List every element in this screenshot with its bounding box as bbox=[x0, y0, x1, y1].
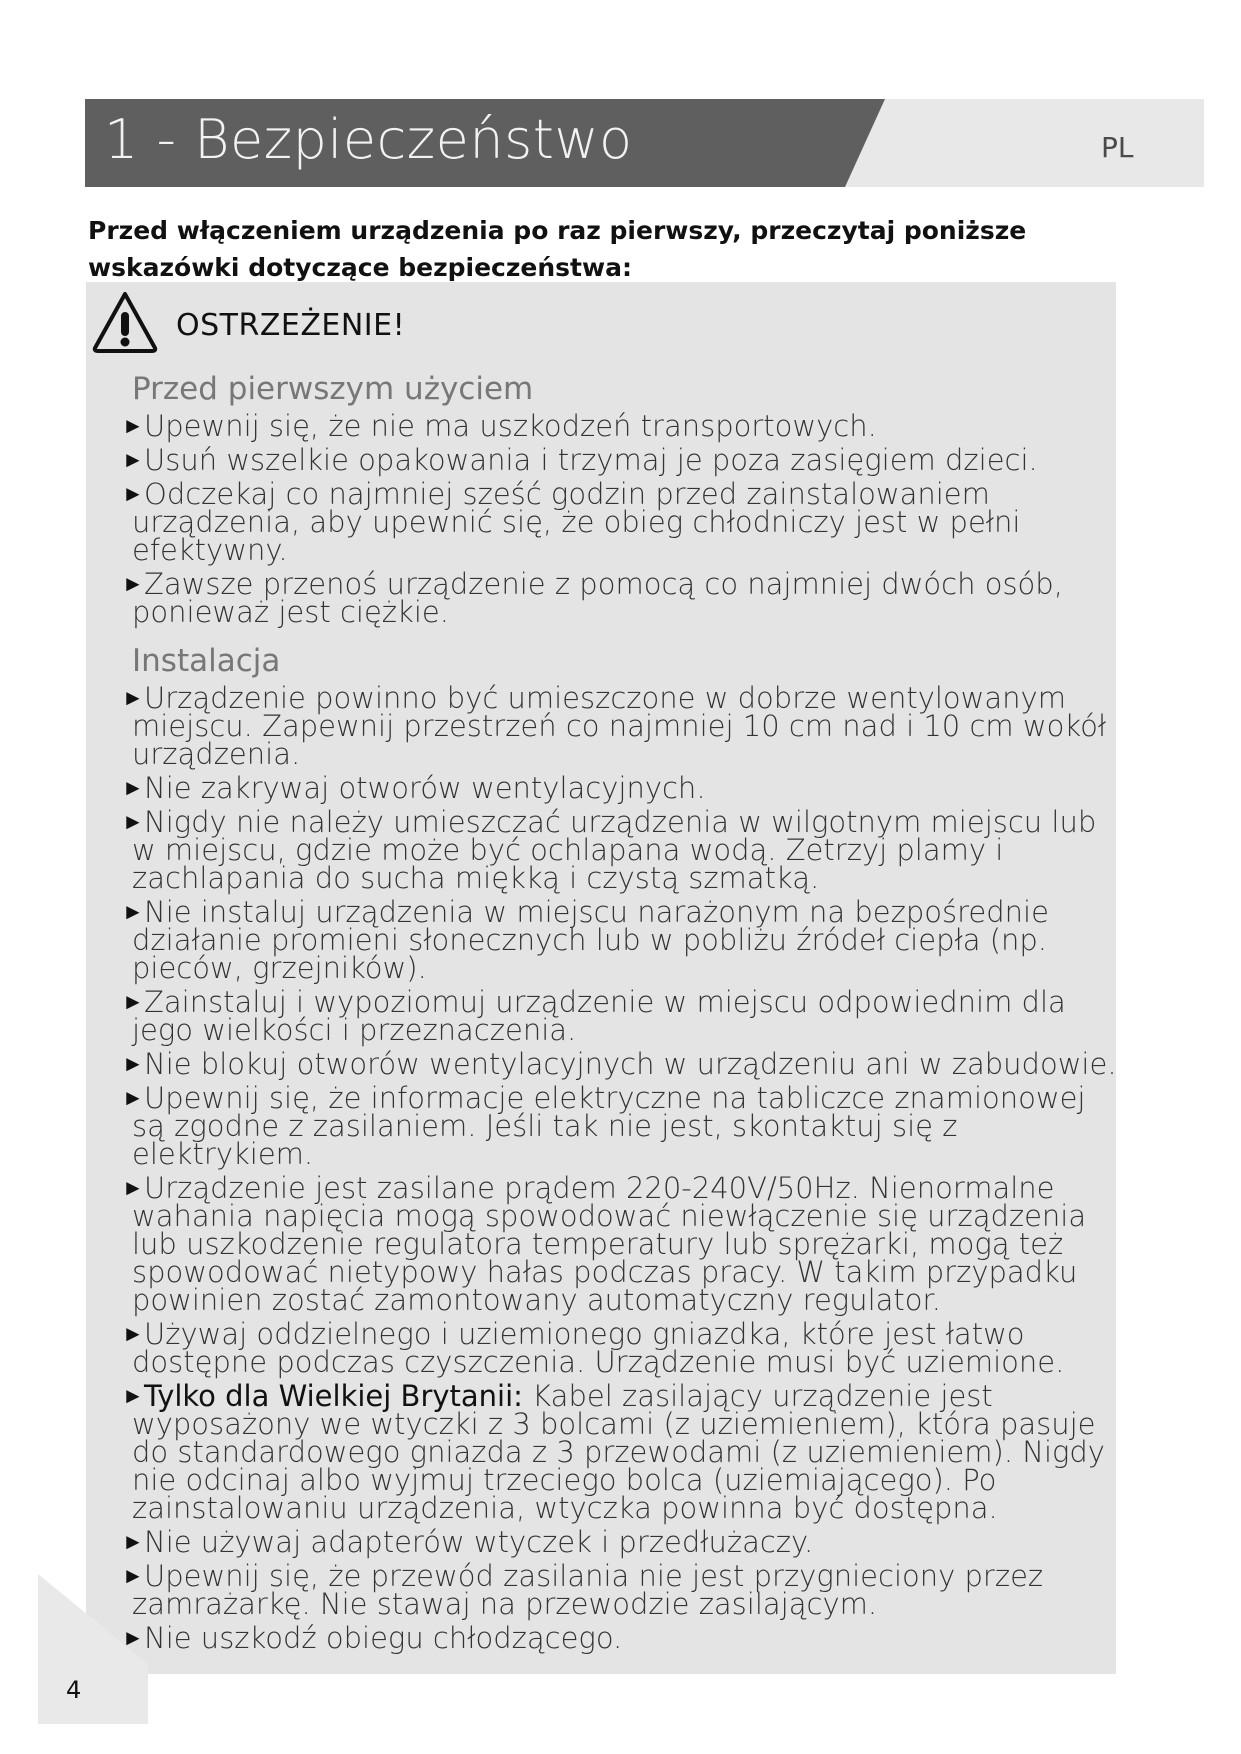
list-item: ► Używaj oddzielnego i uziemionego gniazdka, które jest łatwo dostępne podczas czyszczenia. Urządzenie musi być uziemione. bbox=[122, 1317, 1065, 1379]
safety-content bbox=[122, 370, 1117, 1658]
list-item: ► Urządzenie jest zasilane prądem 220-240V/50Hz. Nienormalne wahania napięcia mogą spowodować niewłączenie się urządzenia lub uszkodzenie regulatora temperatury lub sprężarki, mogą też spowodować nietypowy hałas podczas pracy. W takim przypadku powinien zostać zamontowany automatyczny regulator. bbox=[122, 1171, 1087, 1317]
list-item: ► Upewnij się, że informacje elektryczne na tabliczce znamionowej są zgodne z zasilaniem. Jeśli tak nie jest, skontaktuj się z elektrykiem. bbox=[122, 1081, 1086, 1171]
warning-triangle-icon bbox=[91, 290, 159, 354]
list-item: ► Zainstaluj i wypoziomuj urządzenie w miejscu odpowiednim dla jego wielkości i przeznaczenia. bbox=[122, 985, 1066, 1047]
list-item: ► Nigdy nie należy umieszczać urządzenia w wilgotnym miejscu lub w miejscu, gdzie może być ochlapana wodą. Zetrzyj plamy i zachlapania do sucha miękką i czystą szmatką. bbox=[122, 805, 1097, 895]
list-item: ► Urządzenie powinno być umieszczone w dobrze wentylowanym miejscu. Zapewnij przestrzeń co najmniej 10 cm nad i 10 cm wokół urządzenia. bbox=[122, 681, 1107, 771]
bullet-arrow-icon: ► bbox=[122, 1052, 144, 1077]
uk-only-text: Kabel zasilający urządzenie jest wyposażony we wtyczki z 3 bolcami (z uziemieniem), która pasuje do standardowego gniazda z 3 przewodami (z uziemieniem). Nigdy nie odcinaj albo wyjmuj trzeciego bolca (uziemiającego). Po zainstalowaniu urządzenia, wtyczka powinna być dostępna. bbox=[132, 1379, 1105, 1525]
bullet-arrow-icon: ► bbox=[122, 482, 144, 507]
bullet-arrow-icon: ► bbox=[122, 1384, 144, 1409]
bullet-arrow-icon: ► bbox=[122, 572, 144, 597]
section-title: Instalacja bbox=[132, 643, 281, 679]
list-item: ► Nie blokuj otworów wentylacyjnych w urządzeniu ani w zabudowie. bbox=[122, 1047, 1117, 1081]
bullet-arrow-icon: ► bbox=[122, 776, 144, 801]
bullet-arrow-icon: ► bbox=[122, 990, 144, 1015]
list-item: ► Upewnij się, że nie ma uszkodzeń transportowych. bbox=[122, 409, 877, 443]
page-title: 1 - Bezpieczeństwo bbox=[104, 108, 633, 171]
uk-only-label: Tylko dla Wielkiej Brytanii: bbox=[144, 1379, 523, 1413]
list-item: ► Nie używaj adapterów wtyczek i przedłużaczy. bbox=[122, 1525, 814, 1559]
bullet-arrow-icon: ► bbox=[122, 414, 144, 439]
bullet-arrow-icon: ► bbox=[122, 1086, 144, 1111]
list-item-uk bbox=[122, 1379, 1117, 1525]
bullet-arrow-icon: ► bbox=[122, 1564, 144, 1589]
bullet-arrow-icon: ► bbox=[122, 1626, 144, 1651]
list-item: ► Nie instaluj urządzenia w miejscu narażonym na bezpośrednie działanie promieni słonecznych lub w pobliżu źródeł ciepła (np. pieców, grzejników). bbox=[122, 895, 1049, 985]
list-item: ► Odczekaj co najmniej sześć godzin przed zainstalowaniem urządzenia, aby upewnić się, że obieg chłodniczy jest w pełni efektywny. bbox=[122, 477, 1021, 567]
bullet-arrow-icon: ► bbox=[122, 448, 144, 473]
bullet-arrow-icon: ► bbox=[122, 1176, 144, 1201]
list-item: ► Nie uszkodź obiegu chłodzącego. bbox=[122, 1621, 623, 1655]
list-item: ► Zawsze przenoś urządzenie z pomocą co najmniej dwóch osób, ponieważ jest ciężkie. bbox=[122, 567, 1063, 629]
bullet-arrow-icon: ► bbox=[122, 900, 144, 925]
list-item: ► Usuń wszelkie opakowania i trzymaj je poza zasięgiem dzieci. bbox=[122, 443, 1038, 477]
intro-text: Przed włączeniem urządzenia po raz pierwszy, przeczytaj poniższe wskazówki dotyczące bezpieczeństwa: bbox=[88, 216, 1027, 282]
language-code: PL bbox=[1101, 131, 1134, 164]
list-item: ► Nie zakrywaj otworów wentylacyjnych. bbox=[122, 771, 706, 805]
warning-label: OSTRZEŻENIE! bbox=[176, 308, 406, 343]
bullet-arrow-icon: ► bbox=[122, 1530, 144, 1555]
page-number: 4 bbox=[66, 1676, 82, 1704]
bullet-arrow-icon: ► bbox=[122, 810, 144, 835]
bullet-arrow-icon: ► bbox=[122, 1322, 144, 1347]
bullet-arrow-icon: ► bbox=[122, 686, 144, 711]
list-item: ► Upewnij się, że przewód zasilania nie jest przygnieciony przez zamrażarkę. Nie stawaj na przewodzie zasilającym. bbox=[122, 1559, 1044, 1621]
section-title: Przed pierwszym użyciem bbox=[132, 371, 534, 407]
